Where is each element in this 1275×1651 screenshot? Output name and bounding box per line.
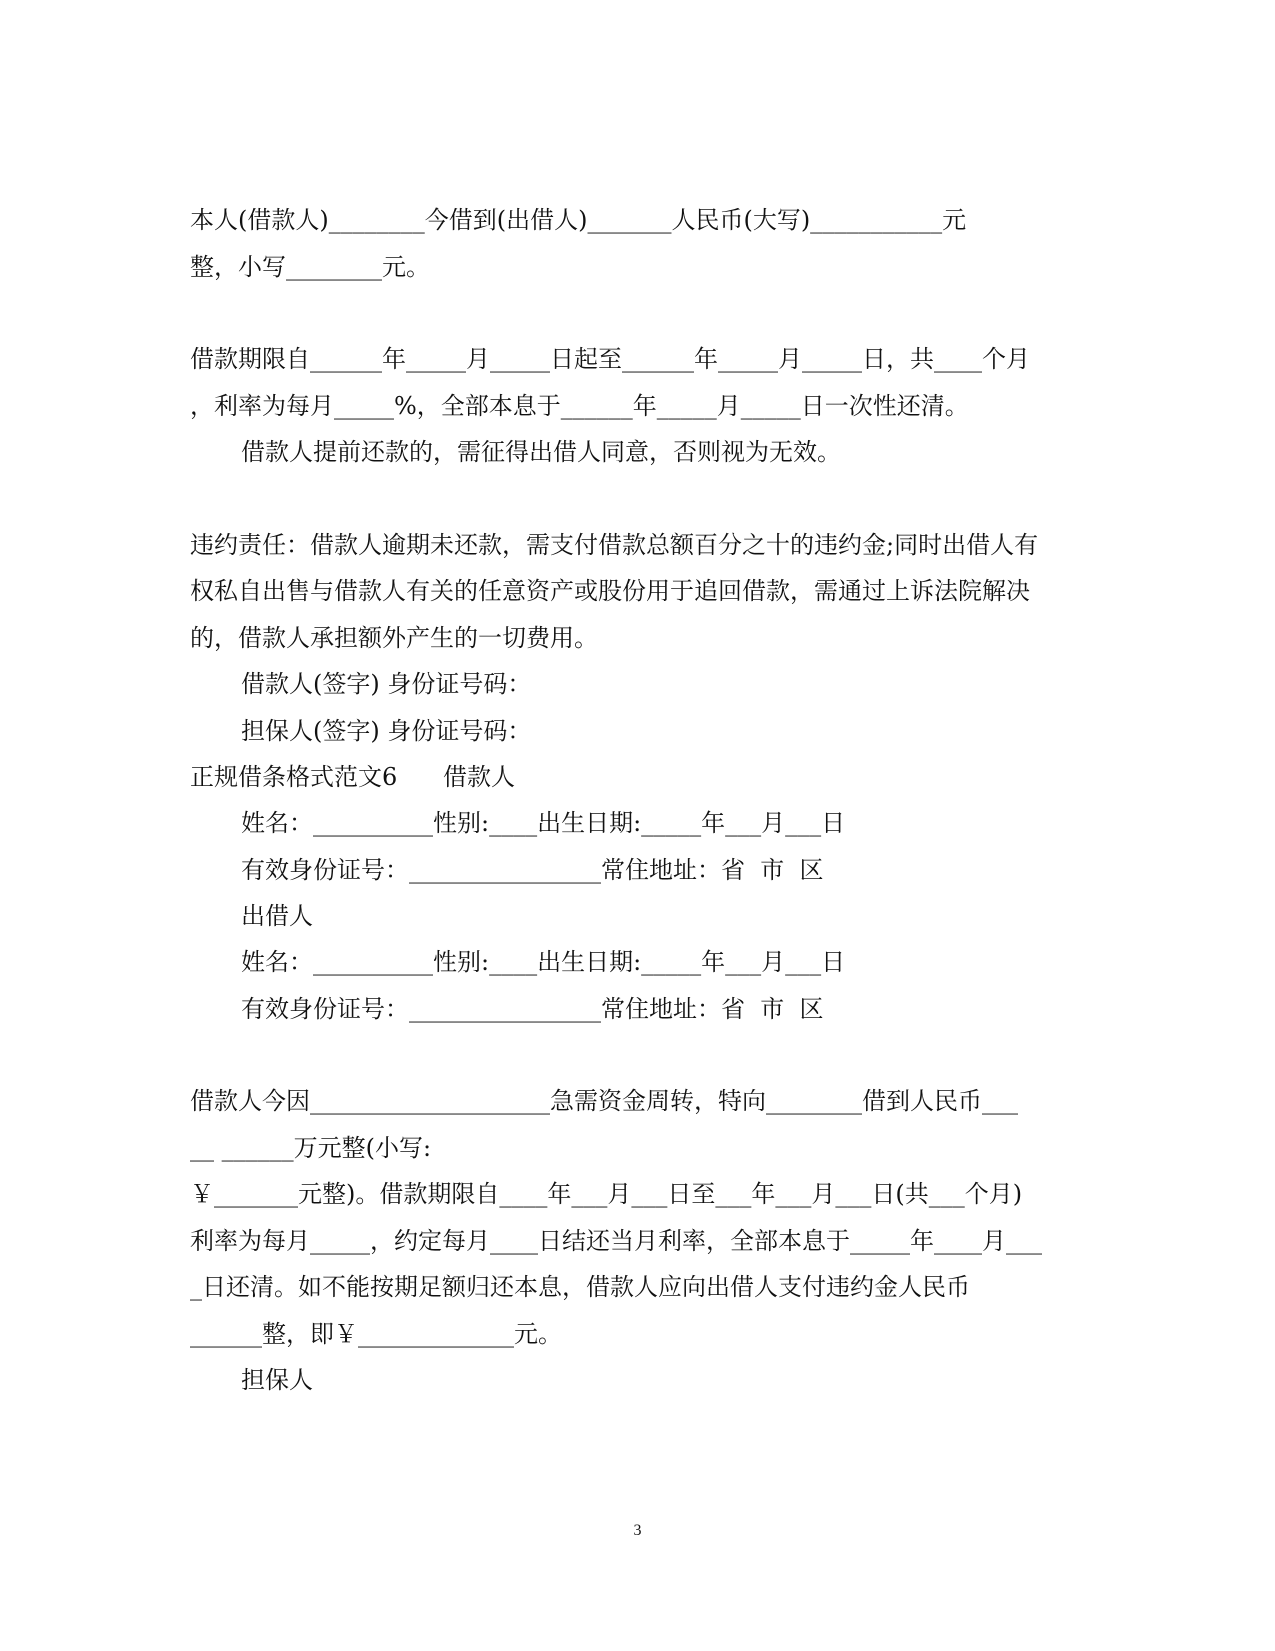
text-line: 姓名：__________性别:____出生日期:_____年___月___日 bbox=[241, 948, 846, 976]
text-line: 权私自出售与借款人有关的任意资产或股份用于追回借款，需通过上诉法院解决 bbox=[190, 577, 1030, 605]
text-line: 借款期限自______年_____月_____日起至______年_____月_____日，共____个月 bbox=[190, 345, 1030, 373]
text-line: 利率为每月_____，约定每月____日结还当月利率，全部本息于_____年____月___ bbox=[190, 1227, 1042, 1255]
text-line: ￥_______元整)。借款期限自____年___月___日至___年___月___日(共___个月) bbox=[190, 1180, 1023, 1208]
text-line: 担保人(签字) 身份证号码： bbox=[241, 717, 532, 745]
text-line: 出借人 bbox=[241, 902, 313, 930]
text-line: 的，借款人承担额外产生的一切费用。 bbox=[190, 624, 598, 652]
text-line: 违约责任：借款人逾期未还款，需支付借款总额百分之十的违约金;同时出借人有 bbox=[190, 531, 1039, 559]
text-line: _日还清。如不能按期足额归还本息，借款人应向出借人支付违约金人民币 bbox=[190, 1273, 970, 1301]
text-line: 整，小写________元。 bbox=[190, 253, 430, 281]
text-line: 本人(借款人)________今借到(出借人)_______人民币(大写)___________元 bbox=[190, 206, 967, 234]
text-line: ______整，即￥_____________元。 bbox=[190, 1320, 562, 1348]
text-line: 有效身份证号：________________常住地址：省 市 区 bbox=[241, 856, 824, 884]
text-line: 借款人(签字) 身份证号码： bbox=[241, 670, 532, 698]
text-line: 姓名：__________性别:____出生日期:_____年___月___日 bbox=[241, 809, 846, 837]
text-line: 借款人今因____________________急需资金周转，特向________借到人民币___ bbox=[190, 1087, 1018, 1115]
text-line: 担保人 bbox=[241, 1366, 313, 1394]
text-line: ，利率为每月_____%，全部本息于______年_____月_____日一次性还清。 bbox=[190, 392, 969, 420]
text-line: __ ______万元整(小写: bbox=[190, 1134, 432, 1162]
text-line: 有效身份证号：________________常住地址：省 市 区 bbox=[241, 995, 824, 1023]
text-line: 借款人提前还款的，需征得出借人同意，否则视为无效。 bbox=[241, 438, 841, 466]
text-line: 正规借条格式范文6 借款人 bbox=[190, 763, 516, 791]
page-number: 3 bbox=[633, 1522, 642, 1539]
